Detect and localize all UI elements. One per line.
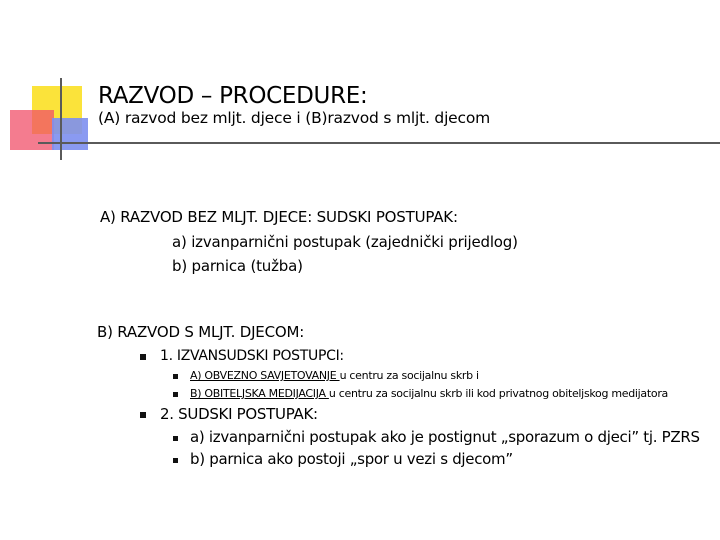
sub-b-underlined: B) OBITELJSKA MEDIJACIJA (190, 387, 329, 400)
section-b-point-2-sub-a: a) izvanparnični postupak ako je postignut „sporazum o djeci” tj. PZRS (190, 428, 700, 446)
square-bullet-icon (140, 412, 146, 418)
decor-red-square (10, 110, 54, 150)
section-b-point-2-sub-b: b) parnica ako postoji „spor u vezi s djecom” (190, 450, 513, 468)
slide-title: RAZVOD – PROCEDURE: (98, 83, 368, 109)
section-b-point-1-sub-b (190, 388, 668, 399)
decor-vertical-rule (60, 78, 62, 160)
sub-b-rest: u centru za socijalnu skrb ili kod privatnog obiteljskog medijatora (328, 387, 668, 400)
sub-a-underlined: A) OBVEZNO SAVJETOVANJE (190, 369, 340, 382)
section-a-item-a: a) izvanparnični postupak (zajednički prijedlog) (172, 233, 518, 251)
decor-horizontal-rule (38, 142, 720, 144)
square-bullet-icon (173, 436, 178, 441)
sub-a-rest: u centru za socijalnu skrb i (339, 369, 479, 382)
square-bullet-icon (173, 374, 178, 379)
section-a-heading-rest: : SUDSKI POSTUPAK: (307, 208, 458, 226)
section-a-item-b: b) parnica (tužba) (172, 257, 303, 275)
section-a-heading-main: A) RAZVOD BEZ MLJT. DJECE (100, 208, 308, 226)
decor-blue-square (52, 118, 88, 150)
slide-subtitle: (A) razvod bez mljt. djece i (B)razvod s mljt. djecom (98, 109, 491, 127)
section-b-point-2: 2. SUDSKI POSTUPAK: (160, 405, 318, 423)
square-bullet-icon (140, 354, 146, 360)
section-b-point-1: 1. IZVANSUDSKI POSTUPCI: (160, 348, 344, 364)
section-b-point-1-sub-a (190, 370, 479, 381)
section-b-heading: B) RAZVOD S MLJT. DJECOM: (97, 323, 305, 341)
square-bullet-icon (173, 392, 178, 397)
square-bullet-icon (173, 458, 178, 463)
section-a-heading (100, 210, 458, 225)
